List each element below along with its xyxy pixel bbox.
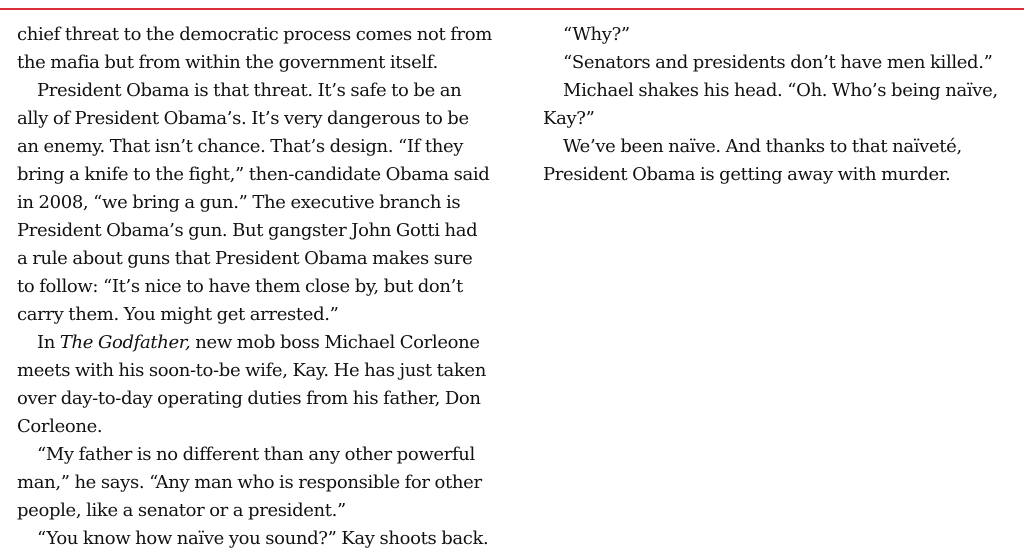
book-title-italic: The Godfather, — [59, 332, 191, 353]
text-line: “You know how naïve you sound?” Kay shoots back. — [37, 528, 489, 549]
text-line: “Why?” — [563, 24, 630, 45]
text-line: President Obama is getting away with murder. — [543, 164, 951, 185]
top-rule-divider — [0, 8, 1024, 10]
text-line: carry them. You might get arrested.” — [17, 304, 339, 325]
text-line: bring a knife to the fight,” then-candidate Obama said — [17, 164, 490, 185]
text-line: Michael shakes his head. “Oh. Who’s being naïve, — [563, 80, 998, 101]
text-line: President Obama is that threat. It’s safe to be an — [37, 80, 462, 101]
text-line: “Senators and presidents don’t have men killed.” — [563, 52, 993, 73]
right-text-column — [543, 21, 1013, 189]
text-line: people, like a senator or a president.” — [17, 500, 346, 521]
text-line-godfather: In The Godfather, new mob boss Michael Corleone — [37, 332, 480, 353]
text-line: in 2008, “we bring a gun.” The executive branch is — [17, 192, 461, 213]
text-line: ally of President Obama’s. It’s very dangerous to be — [17, 108, 469, 129]
text-line: Corleone. — [17, 416, 103, 437]
text-line: “My father is no different than any other powerful — [37, 444, 475, 465]
text-line: man,” he says. “Any man who is responsible for other — [17, 472, 482, 493]
text-line: meets with his soon-to-be wife, Kay. He has just taken — [17, 360, 486, 381]
text-line: an enemy. That isn’t chance. That’s design. “If they — [17, 136, 464, 157]
text-line: President Obama’s gun. But gangster John Gotti had — [17, 220, 478, 241]
text-line: to follow: “It’s nice to have them close by, but don’t — [17, 276, 463, 297]
text-line: Kay?” — [543, 108, 595, 129]
text-line: a rule about guns that President Obama makes sure — [17, 248, 473, 269]
text-line: We’ve been naïve. And thanks to that naïveté, — [563, 136, 962, 157]
text-line: the mafia but from within the government itself. — [17, 52, 438, 73]
left-text-column — [17, 21, 499, 553]
text-line: chief threat to the democratic process comes not from — [17, 24, 493, 45]
text-line: over day-to-day operating duties from his father, Don — [17, 388, 481, 409]
